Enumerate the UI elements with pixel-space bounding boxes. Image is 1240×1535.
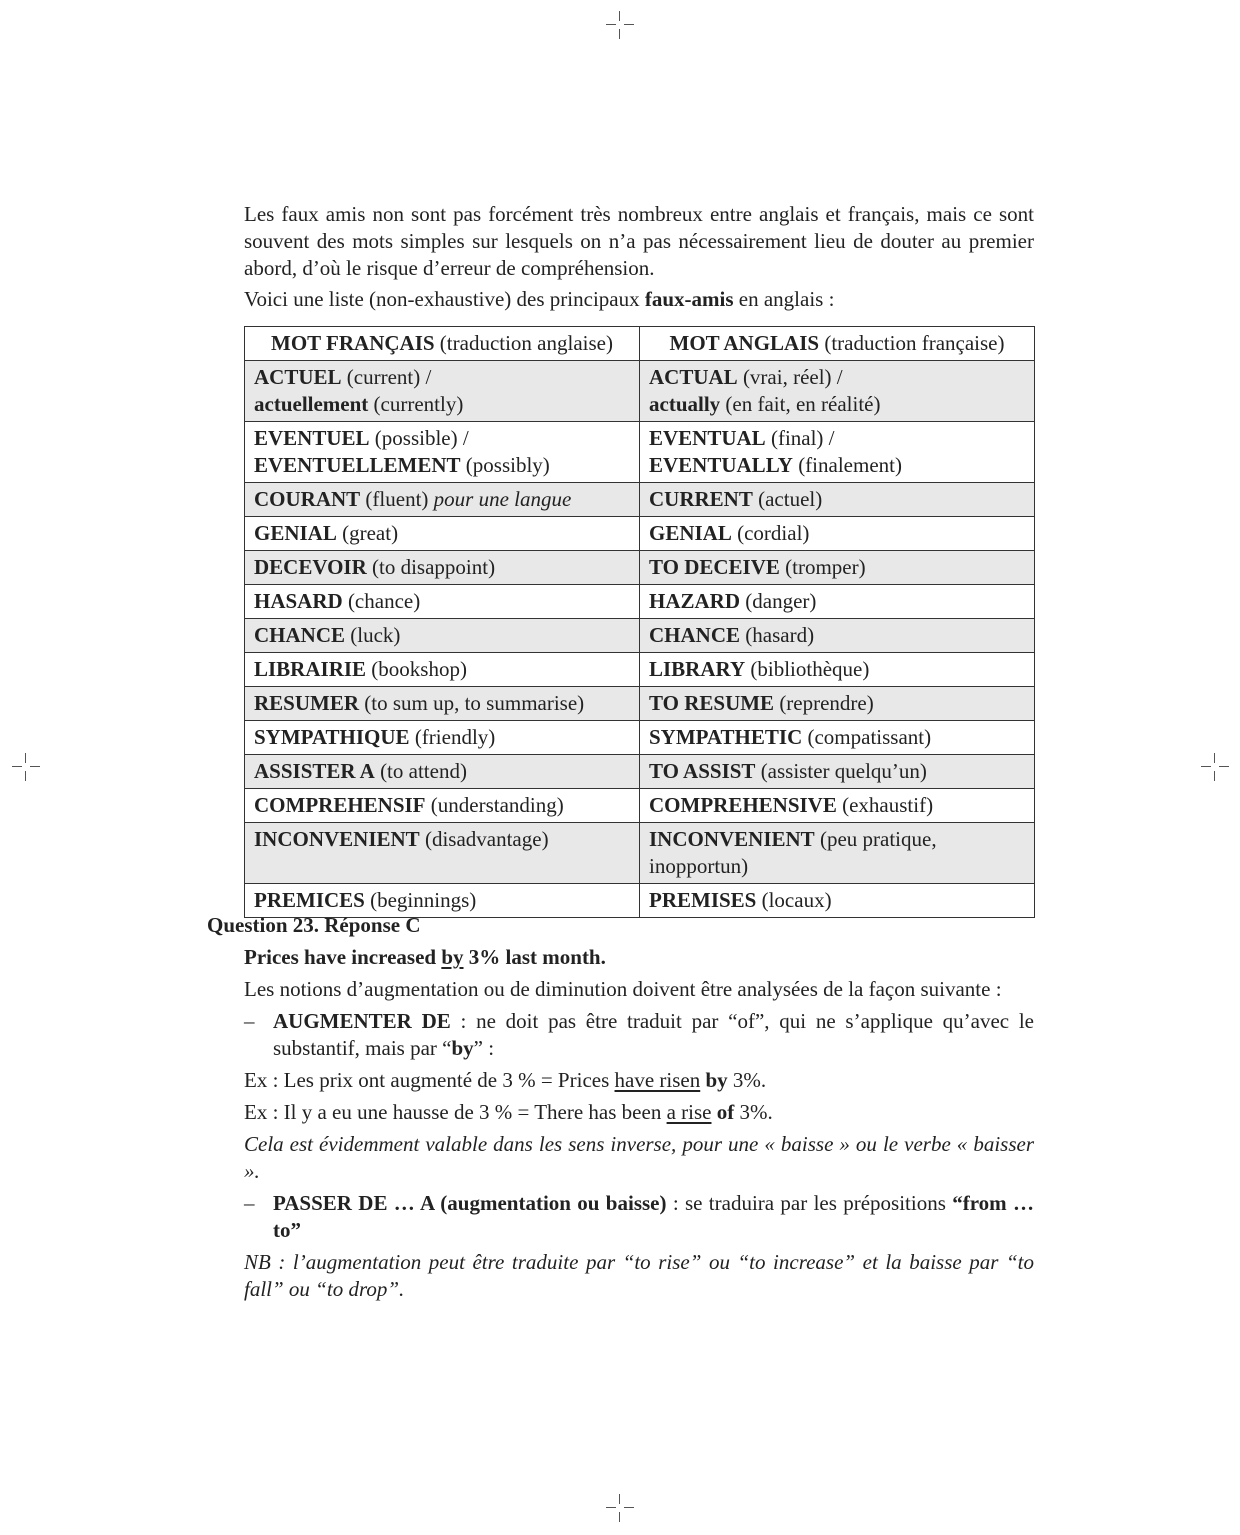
french-word-cell: ACTUEL (current) / actuellement (currently) [245, 361, 640, 422]
table-row [245, 517, 1035, 551]
table-row [245, 551, 1035, 585]
dash-marker: – [244, 1009, 255, 1033]
italic-note: Cela est évidemment valable dans les sens inverse, pour une « baisse » ou le verbe « baisser ». [244, 1132, 1034, 1183]
table-row [245, 483, 1035, 517]
table-row [245, 422, 1035, 483]
french-word-cell: PREMICES (beginnings) [245, 884, 640, 918]
table-row [245, 361, 1035, 422]
french-word-cell: EVENTUEL (possible) / EVENTUELLEMENT (possibly) [245, 422, 640, 483]
table-row [245, 755, 1035, 789]
notion-text: Les notions d’augmentation ou de diminution doivent être analysées de la façon suivante : [244, 977, 1002, 1001]
french-word-cell: GENIAL (great) [245, 517, 640, 551]
crop-mark-bottom [606, 1494, 634, 1522]
table-row [245, 653, 1035, 687]
french-word-cell: CHANCE (luck) [245, 619, 640, 653]
example-1: Ex : Les prix ont augmenté de 3 % = Prices have risen by 3%. [244, 1068, 767, 1092]
intro-section [244, 201, 1034, 313]
english-word-cell: INCONVENIENT (peu pratique, inopportun) [640, 823, 1035, 884]
english-word-cell: HAZARD (danger) [640, 585, 1035, 619]
question-body [244, 944, 1034, 1308]
intro-paragraph: Les faux amis non sont pas forcément très nombreux entre anglais et français, mais ce sont souvent des mots simples sur lesquels on n’a pas nécessairement lieu de douter au premier abord, d’où le risque d’erreur de compréhension. [244, 202, 1034, 280]
english-word-cell: COMPREHENSIVE (exhaustif) [640, 789, 1035, 823]
table-header-row [245, 327, 1035, 361]
english-word-cell: TO ASSIST (assister quelqu’un) [640, 755, 1035, 789]
french-word-cell: LIBRAIRIE (bookshop) [245, 653, 640, 687]
english-word-cell: SYMPATHETIC (compatissant) [640, 721, 1035, 755]
table-row [245, 585, 1035, 619]
list-intro: Voici une liste (non-exhaustive) des principaux faux-amis en anglais : [244, 287, 835, 311]
english-word-cell: CURRENT (actuel) [640, 483, 1035, 517]
french-word-cell: COURANT (fluent) pour une langue [245, 483, 640, 517]
example-2: Ex : Il y a eu une hausse de 3 % = There has been a rise of 3%. [244, 1100, 773, 1124]
english-word-cell: GENIAL (cordial) [640, 517, 1035, 551]
faux-amis-table [244, 326, 1035, 918]
dash-marker: – [244, 1191, 255, 1215]
header-english: MOT ANGLAIS (traduction française) [640, 327, 1035, 361]
english-word-cell: ACTUAL (vrai, réel) / actually (en fait, en réalité) [640, 361, 1035, 422]
english-word-cell: PREMISES (locaux) [640, 884, 1035, 918]
french-word-cell: SYMPATHIQUE (friendly) [245, 721, 640, 755]
english-word-cell: TO RESUME (reprendre) [640, 687, 1035, 721]
table-row [245, 823, 1035, 884]
header-french: MOT FRANÇAIS (traduction anglaise) [245, 327, 640, 361]
french-word-cell: INCONVENIENT (disadvantage) [245, 823, 640, 884]
table-row [245, 721, 1035, 755]
table-row [245, 687, 1035, 721]
french-word-cell: HASARD (chance) [245, 585, 640, 619]
french-word-cell: RESUMER (to sum up, to summarise) [245, 687, 640, 721]
answer-sentence: Prices have increased by 3% last month. [244, 945, 606, 969]
english-word-cell: TO DECEIVE (tromper) [640, 551, 1035, 585]
crop-mark-right [1201, 753, 1229, 781]
french-word-cell: COMPREHENSIF (understanding) [245, 789, 640, 823]
table-row [245, 619, 1035, 653]
crop-mark-top [606, 11, 634, 39]
question-title: Question 23. Réponse C [207, 913, 421, 937]
french-word-cell: ASSISTER A (to attend) [245, 755, 640, 789]
nb-note: NB : l’augmentation peut être traduite par “to rise” ou “to increase” et la baisse par “to fall” ou “to drop”. [244, 1250, 1034, 1301]
english-word-cell: LIBRARY (bibliothèque) [640, 653, 1035, 687]
list-item: – PASSER DE … A (augmentation ou baisse) : se traduira par les prépositions “from … to” [244, 1191, 1034, 1242]
english-word-cell: EVENTUAL (final) / EVENTUALLY (finalement) [640, 422, 1035, 483]
crop-mark-left [12, 753, 40, 781]
table-row [245, 789, 1035, 823]
list-item: – AUGMENTER DE : ne doit pas être traduit par “of”, qui ne s’applique qu’avec le substantif, mais par “by” : [244, 1009, 1035, 1060]
french-word-cell: DECEVOIR (to disappoint) [245, 551, 640, 585]
english-word-cell: CHANCE (hasard) [640, 619, 1035, 653]
